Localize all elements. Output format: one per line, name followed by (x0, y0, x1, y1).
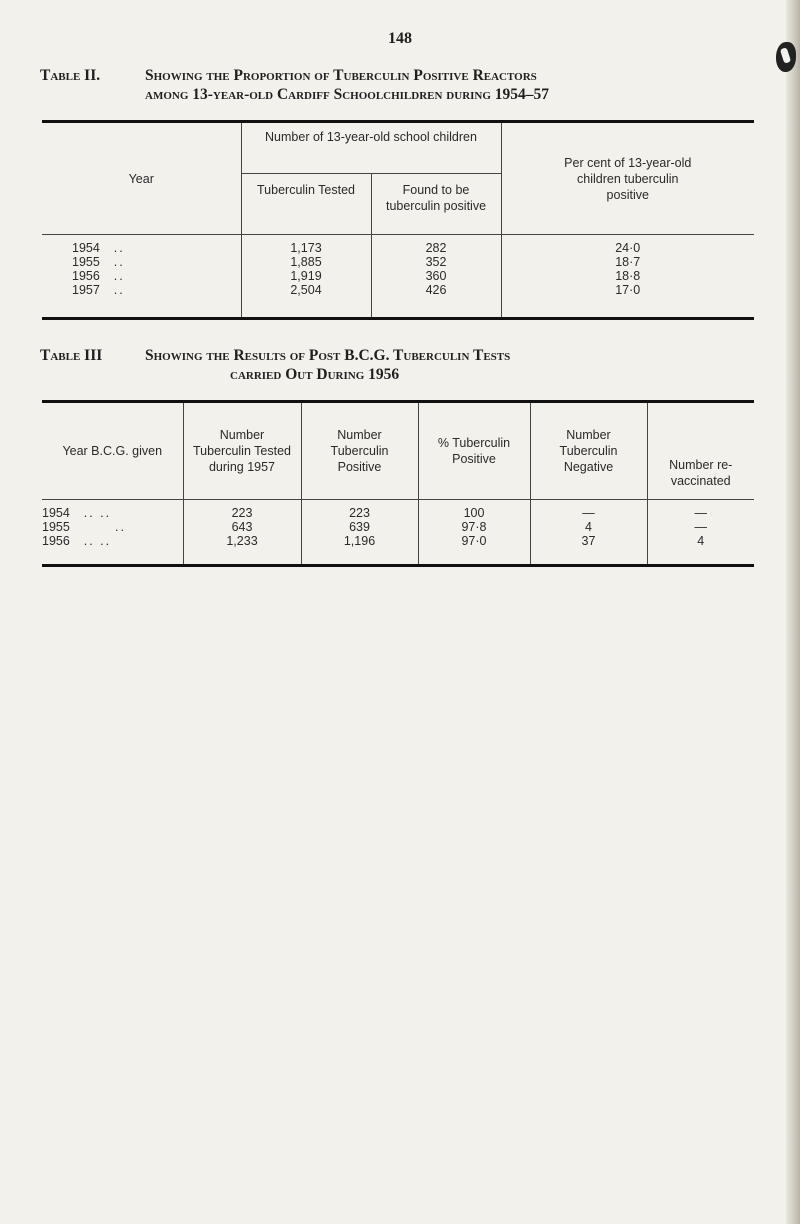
table3-title-line1: Showing the Results of Post B.C.G. Tuberculin Tests (145, 347, 511, 364)
table2-title-line1: Showing the Proportion of Tuberculin Positive Reactors (145, 67, 537, 84)
table2-found: 282 (371, 235, 501, 256)
table2-body (42, 235, 754, 319)
table3-header-tested: Number Tuberculin Tested during 1957 (183, 402, 301, 500)
table3-header-positive: Number Tuberculin Positive (301, 402, 418, 500)
table2-tested: 2,504 (241, 283, 371, 319)
table-row (42, 534, 754, 566)
table2-header-found: Found to be tuberculin positive (371, 174, 501, 235)
table3-header-negative: Number Tuberculin Negative (530, 402, 647, 500)
table2-year: 1956 (72, 269, 100, 283)
table2-dots: .. (113, 283, 125, 297)
table2-tested: 1,885 (241, 255, 371, 269)
table2-dots: .. (113, 241, 125, 255)
table-row (42, 269, 754, 283)
table3-year: 1954 (42, 506, 70, 520)
table2-found: 426 (371, 283, 501, 319)
table3 (42, 400, 754, 567)
table3-revaccinated: — (694, 520, 707, 534)
table3-year: 1955 (42, 520, 70, 534)
table2-percent: 17·0 (615, 283, 641, 297)
table3-percent: 100 (418, 500, 530, 521)
table2-header-tested: Tuberculin Tested (241, 174, 371, 235)
table3-tested: 223 (183, 500, 301, 521)
table3-header-year: Year B.C.G. given (42, 402, 183, 500)
table2-percent: 18·8 (615, 269, 641, 283)
table2-year: 1954 (72, 241, 100, 255)
table2-dots: .. (113, 269, 125, 283)
table2-year: 1955 (72, 255, 100, 269)
table3-header-revaccinated: Number re-vaccinated (647, 402, 754, 500)
table3-revaccinated: — (694, 506, 707, 520)
table3-body (42, 500, 754, 566)
table-row (42, 500, 754, 521)
table3-negative: — (530, 500, 647, 521)
table2-percent: 24·0 (615, 241, 641, 255)
table2 (42, 120, 754, 320)
table2-dots: .. (113, 255, 125, 269)
table2-tested: 1,173 (241, 235, 371, 256)
table3-header-percent: % Tuberculin Positive (418, 402, 530, 500)
table-row (42, 235, 754, 256)
table3-tested: 1,233 (183, 534, 301, 566)
table2-percent: 18·7 (615, 255, 641, 269)
table3-positive: 223 (301, 500, 418, 521)
table2-label: Table II. (40, 67, 101, 84)
table3-revaccinated: 4 (697, 534, 705, 548)
table2-title-line2: among 13-year-old Cardiff Schoolchildren during 1954–57 (145, 86, 550, 103)
table3-dots: .. .. (83, 534, 112, 548)
table-row (42, 255, 754, 269)
table3-positive: 1,196 (301, 534, 418, 566)
table2-tested: 1,919 (241, 269, 371, 283)
table3-positive: 639 (301, 520, 418, 534)
table3-percent: 97·8 (418, 520, 530, 534)
table2-header-group: Number of 13-year-old school children (241, 122, 501, 174)
table-row (42, 283, 754, 319)
table3-negative: 4 (530, 520, 647, 534)
table2-year: 1957 (72, 283, 100, 297)
table2-header-percent: Per cent of 13-year-old children tuberculin positive (501, 122, 754, 235)
page-edge-shadow (786, 0, 800, 1224)
table3-percent: 97·0 (418, 534, 530, 566)
table3-year: 1956 (42, 534, 70, 548)
table2-found: 360 (371, 269, 501, 283)
table3-label: Table III (40, 347, 103, 364)
table-row (42, 520, 754, 534)
table2-found: 352 (371, 255, 501, 269)
table2-header-year: Year (42, 122, 241, 235)
table3-tested: 643 (183, 520, 301, 534)
page-number: 148 (388, 30, 412, 47)
table3-negative: 37 (530, 534, 647, 566)
table2-caption (40, 66, 770, 104)
table3-dots: .. (114, 520, 126, 534)
table3-caption (40, 346, 770, 384)
table3-dots: .. .. (83, 506, 112, 520)
table3-title-line2: carried Out During 1956 (230, 366, 400, 383)
